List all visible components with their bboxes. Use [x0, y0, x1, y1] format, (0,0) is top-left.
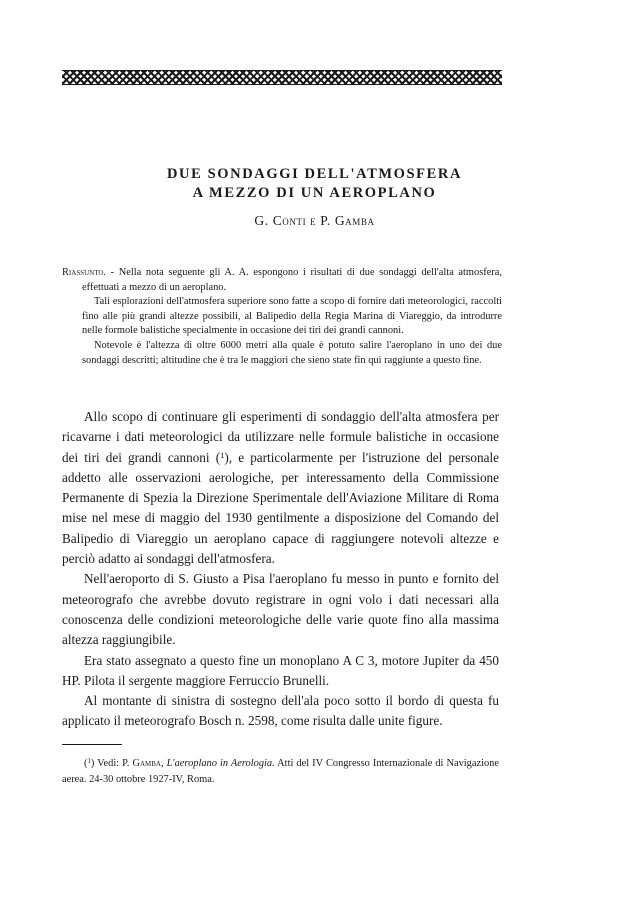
- body-paragraph-1: [62, 407, 499, 569]
- body-paragraph-1-text-b: ), e particolarmente per l'istruzione del personale addetto alle osservazioni aerologiche, per interessamento della Commissione Permanente di Spezia la Direzione Sperimentale dell'Aviazione Militare di Roma mise nel mese di maggio del 1930 gentilmente a disposizione del Comando del Balipedio di Viareggio un aeroplano capace di raggiungere notevoli altezze e perciò adatto ai sondaggi dell'atmosfera.: [62, 449, 499, 567]
- footnote-post: Atti del IV Congresso Internazionale di Navigazione aerea. 24-30 ottobre 1927-IV, Roma.: [62, 758, 499, 785]
- footnote-divider: [62, 744, 122, 745]
- footnote-pre: Vedi: P.: [94, 758, 133, 769]
- footnote-reference: 1: [220, 449, 225, 460]
- body-paragraph-3: Era stato assegnato a questo fine un monoplano A C 3, motore Jupiter da 450 HP. Pilota il sergente maggiore Ferruccio Brunelli.: [62, 652, 499, 688]
- abstract-paragraph-1-text: - Nella nota seguente gli A. A. espongono i risultati di due sondaggi dell'alta atmosfera, effettuati a mezzo di un aeroplano.: [82, 267, 502, 293]
- abstract-paragraph-3: Notevole è l'altezza di oltre 6000 metri alla quale è potuto salire l'aeroplano in uno dei due sondaggi descritti; altitudine che è tra le maggiori che sieno state fin qui raggiunte a questo fine.: [82, 339, 502, 366]
- decorative-header-band: [62, 70, 502, 85]
- body-paragraph-2: Nell'aeroporto di S. Giusto a Pisa l'aeroplano fu messo in punto e fornito del meteorografo che avrebbe dovuto registrare in ogni volo i dati necessari alla conoscenza delle condizioni meteorologiche delle varie quote fino alla massima altezza raggiungibile.: [62, 571, 499, 648]
- footnote-sep: ,: [160, 758, 167, 769]
- article-title-line-1: DUE SONDAGGI DELL'ATMOSFERA: [166, 166, 463, 182]
- abstract-paragraph-1: [62, 266, 502, 295]
- body-paragraph-4: Al montante di sinistra di sostegno dell'ala poco sotto il bordo di questa fu applicato il meteorografo Bosch n. 2598, come risulta dalle unite figure.: [62, 693, 499, 729]
- article-body: [62, 407, 499, 732]
- abstract-label: Riassunto.: [62, 267, 107, 278]
- footnote: ($^1$) Vedi: P. Gamba, L'aeroplano in Aerologia. Atti del IV Congresso Internazionale di Navigazione aerea. 24-30 ottobre 1927-IV, Roma.: [62, 757, 499, 785]
- footnote-work-title: L'aeroplano in Aerologia.: [166, 758, 275, 769]
- footnote-author: Gamba: [132, 758, 161, 769]
- abstract-paragraph-2: Tali esplorazioni dell'atmosfera superiore sono fatte a scopo di fornire dati meteorologici, raccolti fino alle più grandi altezze possibili, al Balipedio della Regia Marina di Viareggio, da introdurre nelle formole balistiche specialmente in occasione dei tiri dei grandi cannoni.: [82, 296, 502, 337]
- abstract: [62, 266, 502, 368]
- article-authors: G. Conti e P. Gamba: [254, 213, 375, 228]
- body-paragraph-1-text-a: Allo scopo di continuare gli esperimenti di sondaggio dell'alta atmosfera per ricavarne i dati meteorologici da utilizzare nelle formule balistiche in occasione dei tiri dei grandi cannoni (: [62, 409, 499, 465]
- article-title-line-2: A MEZZO DI UN AEROPLANO: [192, 185, 437, 201]
- footnote-number: 1: [87, 757, 91, 765]
